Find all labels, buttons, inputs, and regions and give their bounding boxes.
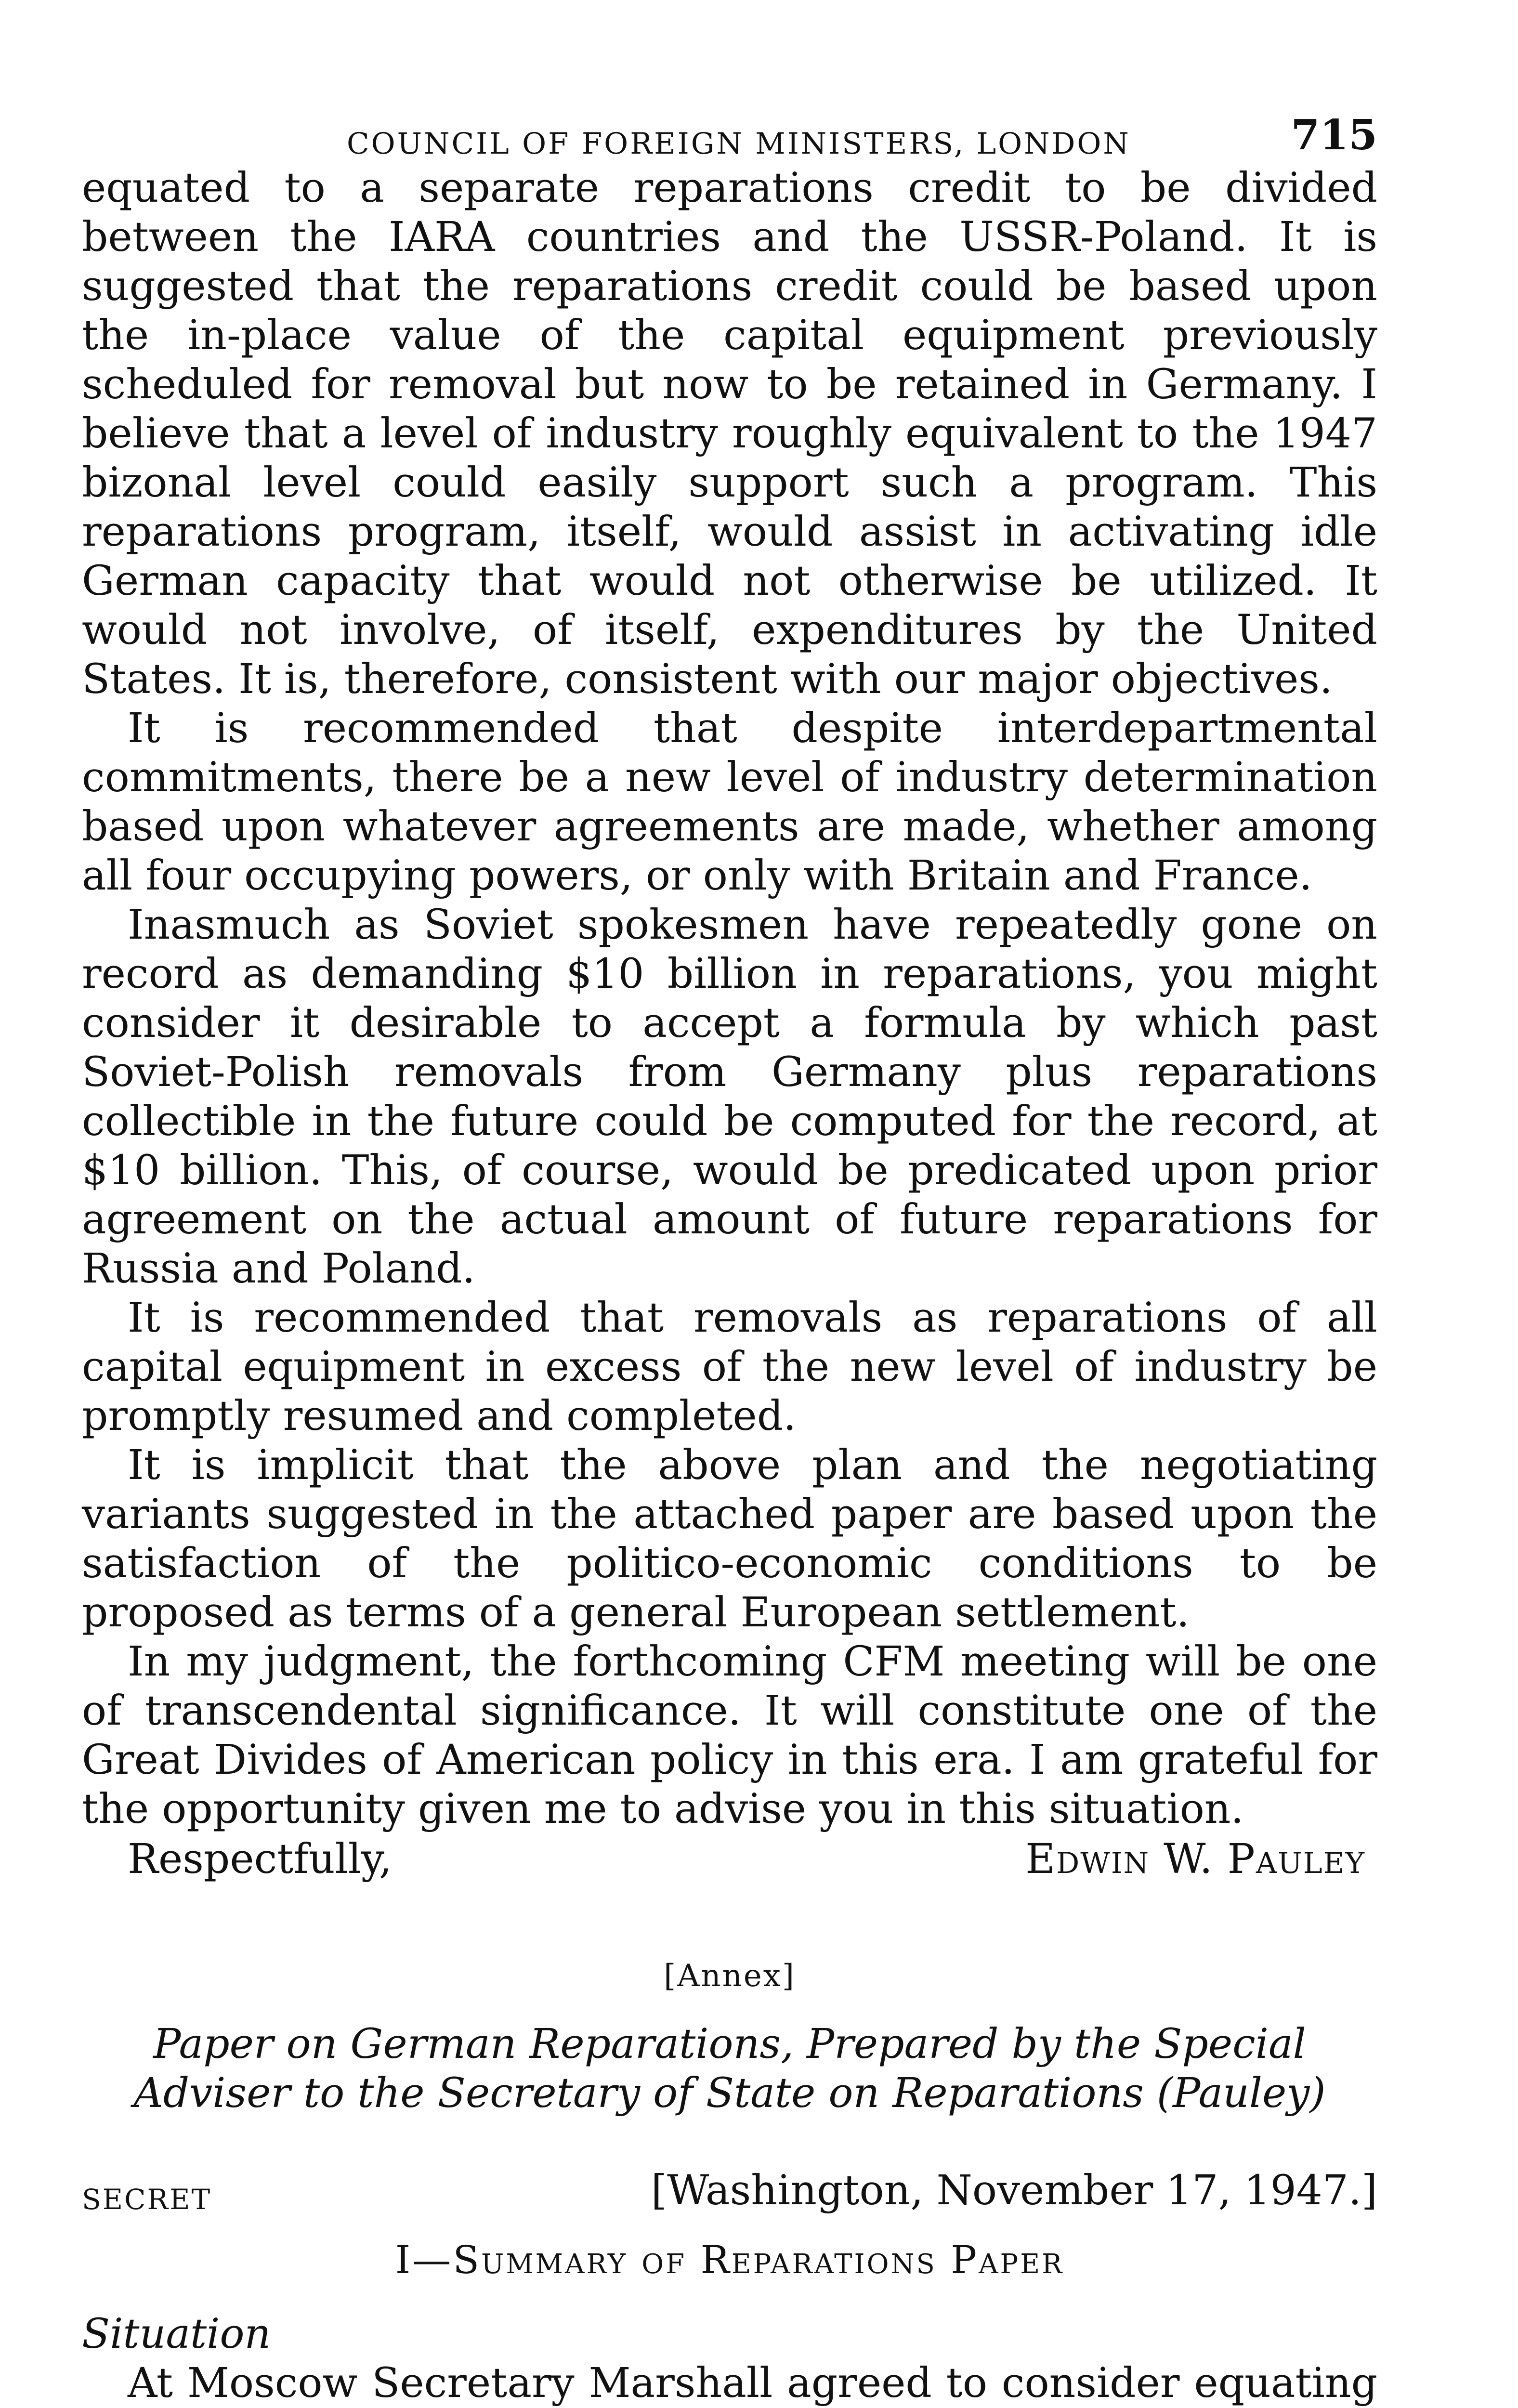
section-heading: I—Summary of Reparations Paper xyxy=(395,2238,1064,2282)
paragraph-implicit-plan: It is implicit that the above plan and the negotiating variants suggested in the attached paper are based upon the satisfaction of the politico-economic conditions to be proposed as terms of a general European settlement. xyxy=(82,1441,1377,1636)
annex-label: [Annex] xyxy=(664,1958,796,1994)
signature-line xyxy=(82,1835,1377,1884)
paragraph-continued: equated to a separate reparations credit to be divided between the IARA countries and the USSR-Poland. It is suggested that the reparations credit could be based upon the in-place value of the capital equipment previously scheduled for removal but now to be retained in Germany. I believe that a level of industry roughly equivalent to the 1947 bizonal level could easily support such a program. This reparations program, itself, would assist in activating idle German capacity that would not otherwise be utilized. It would not involve, of itself, expenditures by the United States. It is, therefore, consistent with our major objectives. xyxy=(82,164,1377,703)
dateline: [Washington, November 17, 1947.] xyxy=(651,2167,1377,2214)
subheading-situation: Situation xyxy=(82,2310,271,2358)
paragraph-removals: It is recommended that removals as reparations of all capital equipment in excess of the new level of industry be promptly resumed and completed. xyxy=(82,1294,1377,1440)
paragraph-moscow: At Moscow Secretary Marshall agreed to consider equating xyxy=(128,2359,1377,2407)
classification-line xyxy=(82,2166,1377,2215)
paragraph-judgment: In my judgment, the forthcoming CFM meeting will be one of transcendental significance. It will constitute one of the Great Divides of American policy in this era. I am grateful for the opportunity given me to advise you in this situation. xyxy=(82,1638,1377,1833)
classification-marking: SECRET xyxy=(82,2183,212,2216)
running-head: COUNCIL OF FOREIGN MINISTERS, LONDON xyxy=(347,127,1131,161)
paragraph-soviet-demands: Inasmuch as Soviet spokesmen have repeatedly gone on record as demanding $10 billion in reparations, you might consider it desirable to accept a formula by which past Soviet-Polish removals from Germany plus reparations collectible in the future could be computed for the record, at $10 billion. This, of course, would be predicated upon prior agreement on the actual amount of future reparations for Russia and Poland. xyxy=(82,901,1377,1293)
closing: Respectfully, xyxy=(128,1835,392,1883)
page-header xyxy=(82,111,1377,164)
document-page xyxy=(82,111,1377,2408)
paragraph-level-of-industry: It is recommended that despite interdepartmental commitments, there be a new level of industry determination based upon whatever agreements are made, whether among all four occupying powers, or only with Britain and France. xyxy=(82,705,1377,900)
signer-name: Edwin W. Pauley xyxy=(1025,1835,1365,1883)
annex-title: Paper on German Reparations, Prepared by the Special Adviser to the Secretary of State on Reparations (Pauley) xyxy=(133,2020,1326,2117)
page-number: 715 xyxy=(1291,111,1377,159)
